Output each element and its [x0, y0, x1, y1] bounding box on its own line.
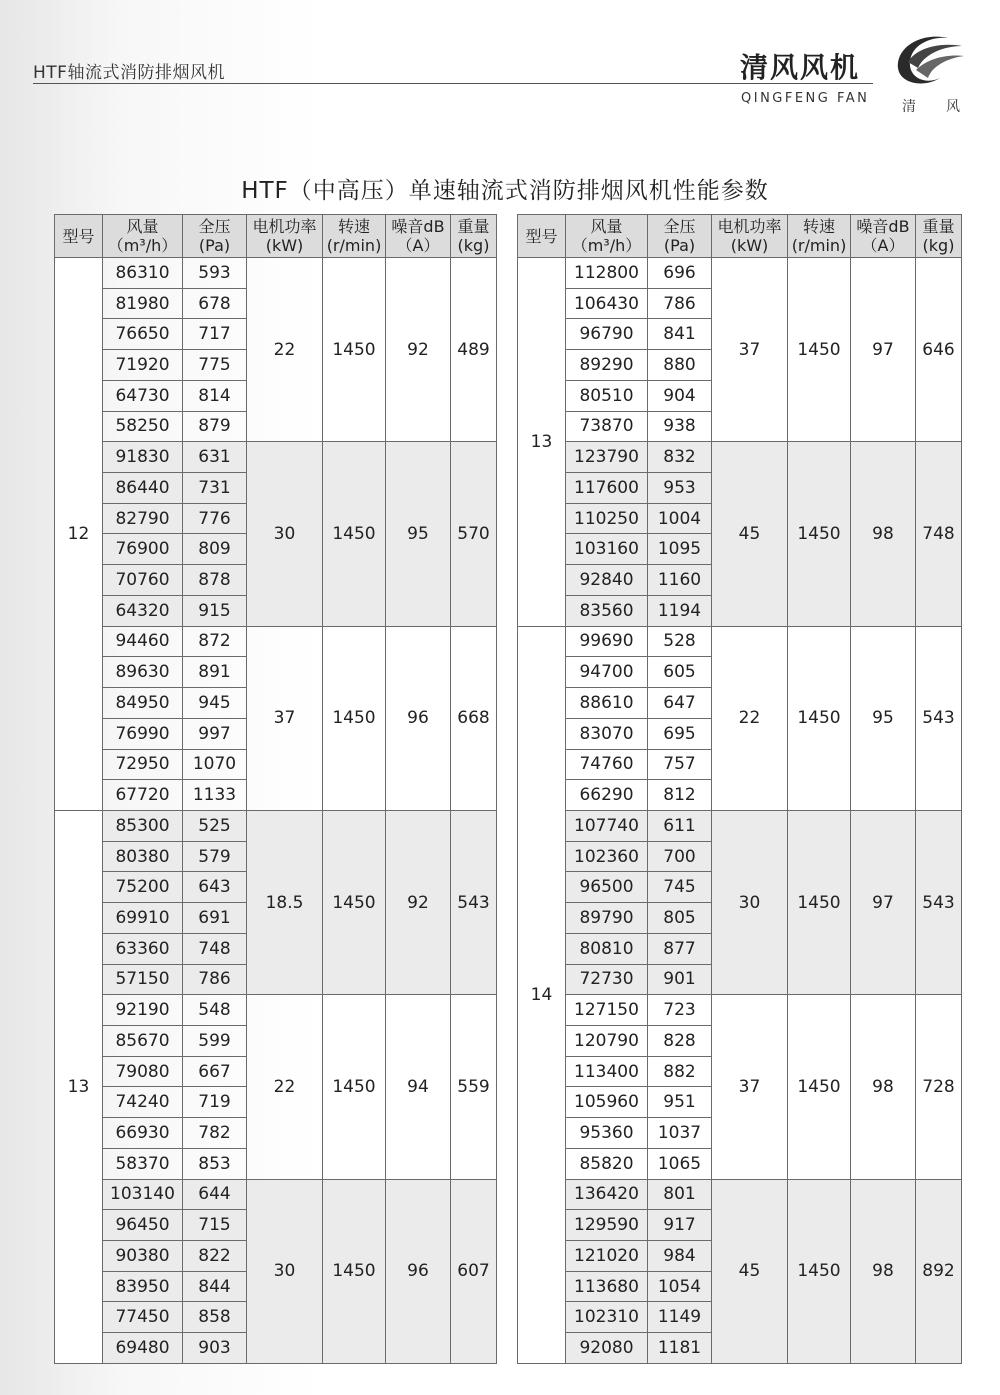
- noise-cell: 94: [386, 995, 451, 1179]
- pressure-cell: 1133: [183, 780, 247, 811]
- pressure-cell: 904: [648, 380, 712, 411]
- airflow-cell: 76900: [103, 534, 183, 565]
- table-row: [55, 1179, 497, 1210]
- brand-name: 清风风机: [740, 51, 861, 84]
- weight-cell: 748: [916, 442, 962, 626]
- noise-cell: 97: [851, 258, 916, 442]
- table-row: [55, 995, 497, 1026]
- pressure-cell: 599: [183, 1025, 247, 1056]
- weight-cell: 543: [451, 810, 497, 994]
- pressure-cell: 691: [183, 903, 247, 934]
- pressure-cell: 917: [648, 1210, 712, 1241]
- column-header-name: 噪音dB: [391, 217, 445, 236]
- column-header: [712, 215, 788, 258]
- pressure-cell: 776: [183, 503, 247, 534]
- column-header-unit: (kW): [265, 236, 304, 255]
- pressure-cell: 731: [183, 473, 247, 504]
- pressure-cell: 605: [648, 657, 712, 688]
- airflow-cell: 64320: [103, 595, 183, 626]
- pressure-cell: 822: [183, 1241, 247, 1272]
- performance-table-right: [517, 214, 962, 1364]
- speed-cell: 1450: [788, 442, 851, 626]
- table-header-row: [55, 215, 497, 258]
- speed-cell: 1450: [788, 810, 851, 994]
- airflow-cell: 69480: [103, 1333, 183, 1364]
- column-header-unit: (kW): [730, 236, 769, 255]
- column-header: [386, 215, 451, 258]
- pressure-cell: 548: [183, 995, 247, 1026]
- column-header: [648, 215, 712, 258]
- power-cell: 37: [712, 995, 788, 1179]
- pressure-cell: 631: [183, 442, 247, 473]
- pressure-cell: 579: [183, 841, 247, 872]
- airflow-cell: 86440: [103, 473, 183, 504]
- pressure-cell: 1004: [648, 503, 712, 534]
- airflow-cell: 110250: [566, 503, 648, 534]
- airflow-cell: 89290: [566, 350, 648, 381]
- column-header-name: 全压: [198, 217, 231, 236]
- airflow-cell: 102360: [566, 841, 648, 872]
- column-header: [183, 215, 247, 258]
- airflow-cell: 112800: [566, 258, 648, 289]
- pressure-cell: 878: [183, 565, 247, 596]
- noise-cell: 96: [386, 1179, 451, 1363]
- pressure-cell: 805: [648, 903, 712, 934]
- airflow-cell: 94700: [566, 657, 648, 688]
- speed-cell: 1450: [323, 1179, 386, 1363]
- pressure-cell: 903: [183, 1333, 247, 1364]
- airflow-cell: 80510: [566, 380, 648, 411]
- noise-cell: 96: [386, 626, 451, 810]
- column-header-unit: (r/min): [791, 236, 847, 255]
- column-header-unit: (kg): [922, 236, 955, 255]
- airflow-cell: 64730: [103, 380, 183, 411]
- pressure-cell: 951: [648, 1087, 712, 1118]
- pressure-cell: 715: [183, 1210, 247, 1241]
- airflow-cell: 89630: [103, 657, 183, 688]
- pressure-cell: 717: [183, 319, 247, 350]
- pressure-cell: 812: [648, 780, 712, 811]
- airflow-cell: 83070: [566, 718, 648, 749]
- table-row: [55, 626, 497, 657]
- weight-cell: 559: [451, 995, 497, 1179]
- pressure-cell: 528: [648, 626, 712, 657]
- power-cell: 18.5: [247, 810, 323, 994]
- airflow-cell: 117600: [566, 473, 648, 504]
- weight-cell: 543: [916, 810, 962, 994]
- pressure-cell: 1194: [648, 595, 712, 626]
- power-cell: 37: [247, 626, 323, 810]
- pressure-cell: 938: [648, 411, 712, 442]
- weight-cell: 489: [451, 258, 497, 442]
- airflow-cell: 70760: [103, 565, 183, 596]
- speed-cell: 1450: [323, 995, 386, 1179]
- airflow-cell: 121020: [566, 1241, 648, 1272]
- airflow-cell: 99690: [566, 626, 648, 657]
- pressure-cell: 748: [183, 933, 247, 964]
- column-header-name: 全压: [663, 217, 696, 236]
- airflow-cell: 86310: [103, 258, 183, 289]
- pressure-cell: 891: [183, 657, 247, 688]
- pressure-cell: 879: [183, 411, 247, 442]
- power-cell: 45: [712, 442, 788, 626]
- column-header-unit: (kg): [457, 236, 490, 255]
- airflow-cell: 92840: [566, 565, 648, 596]
- model-cell: 14: [518, 626, 566, 1363]
- logo-caption: 清风: [902, 99, 990, 115]
- pressure-cell: 782: [183, 1118, 247, 1149]
- airflow-cell: 123790: [566, 442, 648, 473]
- pressure-cell: 880: [648, 350, 712, 381]
- pressure-cell: 953: [648, 473, 712, 504]
- table-row: [55, 810, 497, 841]
- noise-cell: 95: [386, 442, 451, 626]
- pressure-cell: 696: [648, 258, 712, 289]
- power-cell: 30: [247, 442, 323, 626]
- column-header-name: 型号: [525, 226, 558, 246]
- airflow-cell: 81980: [103, 288, 183, 319]
- column-header-name: 转速: [802, 217, 835, 236]
- pressure-cell: 801: [648, 1179, 712, 1210]
- airflow-cell: 57150: [103, 964, 183, 995]
- pressure-cell: 525: [183, 810, 247, 841]
- pressure-cell: 901: [648, 964, 712, 995]
- column-header: [916, 215, 962, 258]
- airflow-cell: 94460: [103, 626, 183, 657]
- column-header-unit: （m³/h）: [107, 236, 178, 255]
- noise-cell: 98: [851, 442, 916, 626]
- pressure-cell: 723: [648, 995, 712, 1026]
- weight-cell: 728: [916, 995, 962, 1179]
- column-header-name: 电机功率: [252, 217, 317, 236]
- pressure-cell: 882: [648, 1056, 712, 1087]
- pressure-cell: 667: [183, 1056, 247, 1087]
- column-header: [55, 215, 103, 258]
- pressure-cell: 844: [183, 1271, 247, 1302]
- pressure-cell: 828: [648, 1025, 712, 1056]
- airflow-cell: 106430: [566, 288, 648, 319]
- table-row: [55, 442, 497, 473]
- noise-cell: 92: [386, 258, 451, 442]
- column-header-name: 重量: [922, 217, 955, 236]
- column-header-name: 电机功率: [717, 217, 782, 236]
- column-header: [566, 215, 648, 258]
- pressure-cell: 647: [648, 688, 712, 719]
- pressure-cell: 877: [648, 933, 712, 964]
- column-header-unit: (Pa): [663, 236, 696, 255]
- airflow-cell: 80380: [103, 841, 183, 872]
- model-cell: 13: [518, 258, 566, 627]
- speed-cell: 1450: [323, 258, 386, 442]
- pressure-cell: 984: [648, 1241, 712, 1272]
- model-cell: 12: [55, 258, 103, 811]
- power-cell: 30: [712, 810, 788, 994]
- airflow-cell: 89790: [566, 903, 648, 934]
- airflow-cell: 66930: [103, 1118, 183, 1149]
- airflow-cell: 74760: [566, 749, 648, 780]
- airflow-cell: 103140: [103, 1179, 183, 1210]
- column-header-name: 转速: [337, 217, 370, 236]
- pressure-cell: 700: [648, 841, 712, 872]
- weight-cell: 607: [451, 1179, 497, 1363]
- brand-name-en: QINGFENG FAN: [741, 91, 870, 106]
- airflow-cell: 63360: [103, 933, 183, 964]
- pressure-cell: 814: [183, 380, 247, 411]
- airflow-cell: 96450: [103, 1210, 183, 1241]
- airflow-cell: 90380: [103, 1241, 183, 1272]
- airflow-cell: 105960: [566, 1087, 648, 1118]
- column-header: [518, 215, 566, 258]
- pressure-cell: 719: [183, 1087, 247, 1118]
- airflow-cell: 127150: [566, 995, 648, 1026]
- pressure-cell: 872: [183, 626, 247, 657]
- airflow-cell: 96790: [566, 319, 648, 350]
- page-title: HTF（中高压）单速轴流式消防排烟风机性能参数: [241, 178, 769, 204]
- table-row: [518, 995, 962, 1026]
- airflow-cell: 107740: [566, 810, 648, 841]
- airflow-cell: 83950: [103, 1271, 183, 1302]
- airflow-cell: 85300: [103, 810, 183, 841]
- weight-cell: 668: [451, 626, 497, 810]
- airflow-cell: 76650: [103, 319, 183, 350]
- pressure-cell: 832: [648, 442, 712, 473]
- airflow-cell: 82790: [103, 503, 183, 534]
- power-cell: 45: [712, 1179, 788, 1363]
- column-header: [851, 215, 916, 258]
- pressure-cell: 757: [648, 749, 712, 780]
- table-row: [518, 810, 962, 841]
- airflow-cell: 79080: [103, 1056, 183, 1087]
- airflow-cell: 92190: [103, 995, 183, 1026]
- pressure-cell: 853: [183, 1148, 247, 1179]
- column-header-unit: (r/min): [326, 236, 382, 255]
- noise-cell: 98: [851, 1179, 916, 1363]
- pressure-cell: 915: [183, 595, 247, 626]
- airflow-cell: 136420: [566, 1179, 648, 1210]
- pressure-cell: 1095: [648, 534, 712, 565]
- speed-cell: 1450: [323, 442, 386, 626]
- airflow-cell: 71920: [103, 350, 183, 381]
- pressure-cell: 678: [183, 288, 247, 319]
- power-cell: 22: [247, 995, 323, 1179]
- performance-table-left: [54, 214, 497, 1364]
- weight-cell: 892: [916, 1179, 962, 1363]
- airflow-cell: 92080: [566, 1333, 648, 1364]
- airflow-cell: 102310: [566, 1302, 648, 1333]
- column-header: [788, 215, 851, 258]
- airflow-cell: 75200: [103, 872, 183, 903]
- speed-cell: 1450: [788, 626, 851, 810]
- airflow-cell: 88610: [566, 688, 648, 719]
- column-header: [451, 215, 497, 258]
- speed-cell: 1450: [323, 626, 386, 810]
- pressure-cell: 644: [183, 1179, 247, 1210]
- pressure-cell: 1149: [648, 1302, 712, 1333]
- column-header-unit: （m³/h）: [571, 236, 642, 255]
- airflow-cell: 85820: [566, 1148, 648, 1179]
- noise-cell: 97: [851, 810, 916, 994]
- airflow-cell: 120790: [566, 1025, 648, 1056]
- pressure-cell: 1181: [648, 1333, 712, 1364]
- table-row: [518, 258, 962, 289]
- speed-cell: 1450: [323, 810, 386, 994]
- column-header-name: 风量: [590, 217, 623, 236]
- table-row: [518, 626, 962, 657]
- speed-cell: 1450: [788, 995, 851, 1179]
- table-row: [55, 258, 497, 289]
- airflow-cell: 113400: [566, 1056, 648, 1087]
- airflow-cell: 113680: [566, 1271, 648, 1302]
- weight-cell: 543: [916, 626, 962, 810]
- airflow-cell: 72950: [103, 749, 183, 780]
- column-header-name: 重量: [457, 217, 490, 236]
- pressure-cell: 997: [183, 718, 247, 749]
- column-header: [247, 215, 323, 258]
- airflow-cell: 58250: [103, 411, 183, 442]
- table-header-row: [518, 215, 962, 258]
- airflow-cell: 103160: [566, 534, 648, 565]
- noise-cell: 98: [851, 995, 916, 1179]
- airflow-cell: 83560: [566, 595, 648, 626]
- noise-cell: 92: [386, 810, 451, 994]
- table-row: [518, 442, 962, 473]
- airflow-cell: 73870: [566, 411, 648, 442]
- airflow-cell: 80810: [566, 933, 648, 964]
- pressure-cell: 1054: [648, 1271, 712, 1302]
- pressure-cell: 786: [183, 964, 247, 995]
- pressure-cell: 841: [648, 319, 712, 350]
- column-header-name: 风量: [126, 217, 159, 236]
- noise-cell: 95: [851, 626, 916, 810]
- airflow-cell: 129590: [566, 1210, 648, 1241]
- airflow-cell: 67720: [103, 780, 183, 811]
- pressure-cell: 643: [183, 872, 247, 903]
- speed-cell: 1450: [788, 258, 851, 442]
- weight-cell: 646: [916, 258, 962, 442]
- brand-logo-icon: [888, 28, 968, 90]
- airflow-cell: 77450: [103, 1302, 183, 1333]
- column-header-unit: （A）: [396, 236, 440, 255]
- airflow-cell: 76990: [103, 718, 183, 749]
- airflow-cell: 58370: [103, 1148, 183, 1179]
- pressure-cell: 695: [648, 718, 712, 749]
- product-line-label: HTF轴流式消防排烟风机: [33, 63, 225, 83]
- pressure-cell: 593: [183, 258, 247, 289]
- pressure-cell: 945: [183, 688, 247, 719]
- pressure-cell: 1065: [648, 1148, 712, 1179]
- column-header-unit: （A）: [861, 236, 905, 255]
- airflow-cell: 85670: [103, 1025, 183, 1056]
- pressure-cell: 809: [183, 534, 247, 565]
- pressure-cell: 775: [183, 350, 247, 381]
- column-header-name: 噪音dB: [856, 217, 910, 236]
- airflow-cell: 84950: [103, 688, 183, 719]
- pressure-cell: 611: [648, 810, 712, 841]
- table-row: [518, 1179, 962, 1210]
- power-cell: 22: [247, 258, 323, 442]
- column-header: [323, 215, 386, 258]
- model-cell: 13: [55, 810, 103, 1363]
- column-header: [103, 215, 183, 258]
- airflow-cell: 91830: [103, 442, 183, 473]
- pressure-cell: 858: [183, 1302, 247, 1333]
- airflow-cell: 74240: [103, 1087, 183, 1118]
- pressure-cell: 1160: [648, 565, 712, 596]
- airflow-cell: 69910: [103, 903, 183, 934]
- power-cell: 37: [712, 258, 788, 442]
- pressure-cell: 1070: [183, 749, 247, 780]
- airflow-cell: 66290: [566, 780, 648, 811]
- pressure-cell: 745: [648, 872, 712, 903]
- airflow-cell: 96500: [566, 872, 648, 903]
- airflow-cell: 72730: [566, 964, 648, 995]
- pressure-cell: 1037: [648, 1118, 712, 1149]
- column-header-name: 型号: [62, 226, 95, 246]
- power-cell: 22: [712, 626, 788, 810]
- power-cell: 30: [247, 1179, 323, 1363]
- pressure-cell: 786: [648, 288, 712, 319]
- airflow-cell: 95360: [566, 1118, 648, 1149]
- column-header-unit: (Pa): [198, 236, 231, 255]
- weight-cell: 570: [451, 442, 497, 626]
- speed-cell: 1450: [788, 1179, 851, 1363]
